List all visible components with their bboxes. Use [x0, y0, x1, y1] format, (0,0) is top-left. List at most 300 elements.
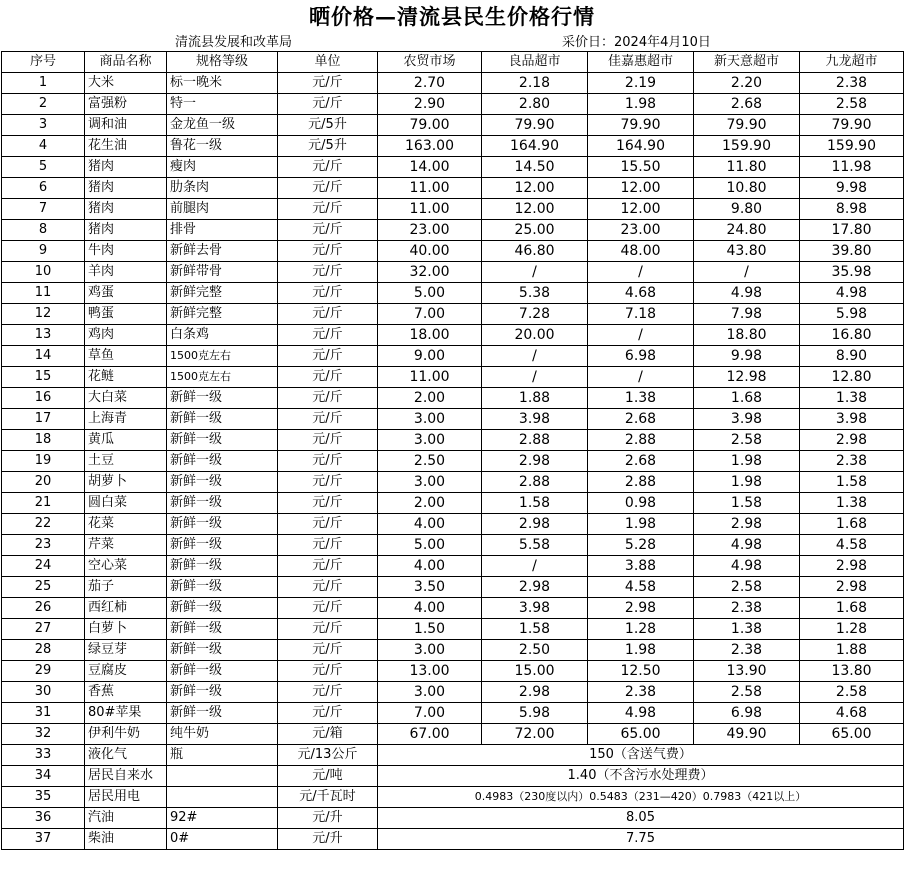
- price-cell: 3.00: [378, 430, 482, 451]
- organization: 清流县发展和改革局: [175, 35, 293, 50]
- price-cell: 2.38: [694, 598, 800, 619]
- price-merged-cell: 150（含送气费）: [378, 745, 904, 766]
- product-spec: 排骨: [167, 220, 278, 241]
- price-cell: 13.00: [378, 661, 482, 682]
- product-name: 鸡蛋: [85, 283, 167, 304]
- product-spec: [167, 787, 278, 808]
- price-cell: 2.58: [800, 94, 904, 115]
- product-spec: 新鲜一级: [167, 535, 278, 556]
- unit: 元/斤: [278, 388, 378, 409]
- table-row: [2, 703, 904, 724]
- price-cell: 12.98: [694, 367, 800, 388]
- unit: 元/斤: [278, 514, 378, 535]
- product-spec: 新鲜一级: [167, 514, 278, 535]
- unit: 元/斤: [278, 220, 378, 241]
- product-name: 花鲢: [85, 367, 167, 388]
- table-row: [2, 493, 904, 514]
- product-name: 花生油: [85, 136, 167, 157]
- price-cell: 72.00: [482, 724, 588, 745]
- price-cell: 15.00: [482, 661, 588, 682]
- row-number: 7: [2, 199, 85, 220]
- row-number: 35: [2, 787, 85, 808]
- row-number: 25: [2, 577, 85, 598]
- unit: 元/斤: [278, 367, 378, 388]
- price-cell: 1.68: [800, 598, 904, 619]
- product-name: 富强粉: [85, 94, 167, 115]
- price-cell: 1.38: [694, 619, 800, 640]
- price-cell: 1.58: [482, 493, 588, 514]
- price-cell: 1.38: [800, 493, 904, 514]
- product-name: 豆腐皮: [85, 661, 167, 682]
- product-spec: 1500克左右: [167, 367, 278, 388]
- unit: 元/斤: [278, 262, 378, 283]
- table-row: [2, 283, 904, 304]
- price-cell: 2.38: [588, 682, 694, 703]
- price-cell: 14.50: [482, 157, 588, 178]
- price-cell: 12.50: [588, 661, 694, 682]
- price-cell: 12.00: [588, 178, 694, 199]
- price-cell: 24.80: [694, 220, 800, 241]
- price-cell: 48.00: [588, 241, 694, 262]
- product-spec: 新鲜一级: [167, 577, 278, 598]
- product-name: 黄瓜: [85, 430, 167, 451]
- column-header: 规格等级: [167, 52, 278, 73]
- unit: 元/13公斤: [278, 745, 378, 766]
- price-cell: 2.98: [482, 451, 588, 472]
- unit: 元/5升: [278, 115, 378, 136]
- product-spec: 新鲜带骨: [167, 262, 278, 283]
- column-header: 九龙超市: [800, 52, 904, 73]
- price-cell: 1.38: [800, 388, 904, 409]
- price-cell: 3.00: [378, 682, 482, 703]
- price-cell: 1.58: [800, 472, 904, 493]
- price-cell: 12.00: [482, 178, 588, 199]
- price-cell: 2.98: [800, 430, 904, 451]
- row-number: 15: [2, 367, 85, 388]
- price-cell: 32.00: [378, 262, 482, 283]
- product-spec: 新鲜一级: [167, 451, 278, 472]
- row-number: 12: [2, 304, 85, 325]
- product-name: 鸭蛋: [85, 304, 167, 325]
- row-number: 6: [2, 178, 85, 199]
- price-cell: 4.98: [694, 283, 800, 304]
- price-cell: 3.00: [378, 640, 482, 661]
- row-number: 26: [2, 598, 85, 619]
- unit: 元/斤: [278, 451, 378, 472]
- unit: 元/箱: [278, 724, 378, 745]
- price-cell: /: [588, 262, 694, 283]
- price-cell: 3.98: [482, 598, 588, 619]
- price-cell: 164.90: [482, 136, 588, 157]
- price-cell: 1.58: [482, 619, 588, 640]
- product-spec: 新鲜一级: [167, 556, 278, 577]
- product-spec: 新鲜去骨: [167, 241, 278, 262]
- price-cell: 14.00: [378, 157, 482, 178]
- price-merged-cell: 7.75: [378, 829, 904, 850]
- price-cell: 4.68: [800, 703, 904, 724]
- product-name: 西红柿: [85, 598, 167, 619]
- price-cell: 10.80: [694, 178, 800, 199]
- price-cell: 18.00: [378, 325, 482, 346]
- price-cell: 2.50: [482, 640, 588, 661]
- table-row: [2, 577, 904, 598]
- price-cell: 25.00: [482, 220, 588, 241]
- table-row: [2, 325, 904, 346]
- product-spec: 新鲜完整: [167, 304, 278, 325]
- product-name: 居民自来水: [85, 766, 167, 787]
- price-cell: 11.98: [800, 157, 904, 178]
- price-cell: 4.98: [588, 703, 694, 724]
- row-number: 2: [2, 94, 85, 115]
- table-row: [2, 472, 904, 493]
- row-number: 14: [2, 346, 85, 367]
- product-name: 土豆: [85, 451, 167, 472]
- product-spec: 0#: [167, 829, 278, 850]
- row-number: 23: [2, 535, 85, 556]
- price-cell: /: [588, 367, 694, 388]
- table-header-row: [2, 52, 904, 73]
- table-row: [2, 661, 904, 682]
- unit: 元/斤: [278, 304, 378, 325]
- product-name: 大白菜: [85, 388, 167, 409]
- price-cell: 4.00: [378, 514, 482, 535]
- product-name: 圆白菜: [85, 493, 167, 514]
- product-spec: 纯牛奶: [167, 724, 278, 745]
- price-cell: 79.00: [378, 115, 482, 136]
- price-cell: 40.00: [378, 241, 482, 262]
- table-row: [2, 178, 904, 199]
- price-cell: 2.58: [800, 682, 904, 703]
- price-cell: 2.18: [482, 73, 588, 94]
- table-row: [2, 388, 904, 409]
- price-merged-cell: 8.05: [378, 808, 904, 829]
- product-name: 上海青: [85, 409, 167, 430]
- row-number: 30: [2, 682, 85, 703]
- price-cell: 3.00: [378, 472, 482, 493]
- price-cell: 3.88: [588, 556, 694, 577]
- price-cell: 1.98: [694, 472, 800, 493]
- product-name: 白萝卜: [85, 619, 167, 640]
- price-cell: 4.68: [588, 283, 694, 304]
- table-row: [2, 640, 904, 661]
- price-cell: 2.88: [588, 430, 694, 451]
- column-header: 佳嘉惠超市: [588, 52, 694, 73]
- table-row: [2, 115, 904, 136]
- product-name: 猪肉: [85, 220, 167, 241]
- price-cell: 6.98: [588, 346, 694, 367]
- price-cell: /: [588, 325, 694, 346]
- price-cell: 9.00: [378, 346, 482, 367]
- price-cell: 2.68: [588, 409, 694, 430]
- price-cell: 2.80: [482, 94, 588, 115]
- price-cell: /: [482, 367, 588, 388]
- price-cell: 2.00: [378, 493, 482, 514]
- table-row: [2, 136, 904, 157]
- product-name: 鸡肉: [85, 325, 167, 346]
- row-number: 29: [2, 661, 85, 682]
- row-number: 4: [2, 136, 85, 157]
- product-spec: 新鲜完整: [167, 283, 278, 304]
- unit: 元/斤: [278, 283, 378, 304]
- price-cell: 13.80: [800, 661, 904, 682]
- unit: 元/斤: [278, 157, 378, 178]
- price-cell: 2.98: [482, 577, 588, 598]
- row-number: 13: [2, 325, 85, 346]
- unit: 元/斤: [278, 661, 378, 682]
- row-number: 22: [2, 514, 85, 535]
- price-cell: 9.98: [800, 178, 904, 199]
- price-cell: 4.00: [378, 556, 482, 577]
- price-cell: 6.98: [694, 703, 800, 724]
- unit: 元/斤: [278, 346, 378, 367]
- row-number: 33: [2, 745, 85, 766]
- price-cell: 5.00: [378, 283, 482, 304]
- price-cell: 2.38: [694, 640, 800, 661]
- unit: 元/斤: [278, 556, 378, 577]
- product-spec: 肋条肉: [167, 178, 278, 199]
- column-header: 新天意超市: [694, 52, 800, 73]
- price-cell: 2.68: [588, 451, 694, 472]
- row-number: 32: [2, 724, 85, 745]
- table-row: [2, 682, 904, 703]
- product-name: 茄子: [85, 577, 167, 598]
- table-row: [2, 241, 904, 262]
- price-cell: 2.58: [694, 577, 800, 598]
- price-cell: 159.90: [800, 136, 904, 157]
- product-spec: 新鲜一级: [167, 388, 278, 409]
- survey-date: 采价日：2024年4月10日: [562, 35, 711, 50]
- price-cell: 20.00: [482, 325, 588, 346]
- product-spec: 新鲜一级: [167, 703, 278, 724]
- price-cell: 79.90: [588, 115, 694, 136]
- product-name: 绿豆芽: [85, 640, 167, 661]
- price-cell: 5.98: [800, 304, 904, 325]
- price-cell: 1.28: [800, 619, 904, 640]
- product-spec: 新鲜一级: [167, 430, 278, 451]
- unit: 元/斤: [278, 703, 378, 724]
- product-name: 羊肉: [85, 262, 167, 283]
- row-number: 19: [2, 451, 85, 472]
- table-row-merged: [2, 808, 904, 829]
- price-cell: 2.58: [694, 682, 800, 703]
- price-cell: 15.50: [588, 157, 694, 178]
- price-cell: 23.00: [588, 220, 694, 241]
- price-cell: 4.00: [378, 598, 482, 619]
- price-cell: 164.90: [588, 136, 694, 157]
- price-cell: 46.80: [482, 241, 588, 262]
- product-spec: 瓶: [167, 745, 278, 766]
- table-row: [2, 409, 904, 430]
- price-cell: 1.98: [588, 640, 694, 661]
- table-row: [2, 556, 904, 577]
- product-spec: 金龙鱼一级: [167, 115, 278, 136]
- table-row-merged: [2, 766, 904, 787]
- row-number: 21: [2, 493, 85, 514]
- price-cell: 35.98: [800, 262, 904, 283]
- table-row: [2, 304, 904, 325]
- price-cell: 1.88: [482, 388, 588, 409]
- product-spec: 新鲜一级: [167, 640, 278, 661]
- price-cell: /: [482, 346, 588, 367]
- price-cell: 9.98: [694, 346, 800, 367]
- price-cell: 2.88: [482, 472, 588, 493]
- price-cell: 2.88: [588, 472, 694, 493]
- product-name: 汽油: [85, 808, 167, 829]
- row-number: 5: [2, 157, 85, 178]
- row-number: 31: [2, 703, 85, 724]
- table-row: [2, 451, 904, 472]
- product-spec: 新鲜一级: [167, 472, 278, 493]
- price-cell: 1.88: [800, 640, 904, 661]
- price-cell: 2.98: [800, 577, 904, 598]
- product-name: 空心菜: [85, 556, 167, 577]
- price-cell: /: [482, 262, 588, 283]
- price-cell: 3.00: [378, 409, 482, 430]
- column-header: 单位: [278, 52, 378, 73]
- table-row-merged: [2, 787, 904, 808]
- row-number: 17: [2, 409, 85, 430]
- unit: 元/斤: [278, 472, 378, 493]
- unit: 元/斤: [278, 73, 378, 94]
- table-row: [2, 199, 904, 220]
- row-number: 28: [2, 640, 85, 661]
- product-spec: 新鲜一级: [167, 598, 278, 619]
- product-spec: 92#: [167, 808, 278, 829]
- price-cell: 3.98: [482, 409, 588, 430]
- table-row-merged: [2, 829, 904, 850]
- product-name: 柴油: [85, 829, 167, 850]
- table-row: [2, 724, 904, 745]
- price-cell: 2.98: [482, 514, 588, 535]
- product-spec: 新鲜一级: [167, 409, 278, 430]
- unit: 元/5升: [278, 136, 378, 157]
- product-name: 伊利牛奶: [85, 724, 167, 745]
- price-cell: 13.90: [694, 661, 800, 682]
- row-number: 37: [2, 829, 85, 850]
- unit: 元/斤: [278, 535, 378, 556]
- price-cell: 5.00: [378, 535, 482, 556]
- table-row: [2, 262, 904, 283]
- price-cell: 11.00: [378, 367, 482, 388]
- price-cell: 79.90: [800, 115, 904, 136]
- price-cell: 7.00: [378, 703, 482, 724]
- product-name: 居民用电: [85, 787, 167, 808]
- price-cell: 49.90: [694, 724, 800, 745]
- unit: 元/斤: [278, 409, 378, 430]
- price-cell: 7.98: [694, 304, 800, 325]
- price-cell: 2.98: [588, 598, 694, 619]
- product-spec: 1500克左右: [167, 346, 278, 367]
- price-cell: 2.90: [378, 94, 482, 115]
- product-name: 猪肉: [85, 178, 167, 199]
- price-cell: 65.00: [588, 724, 694, 745]
- price-cell: 7.18: [588, 304, 694, 325]
- row-number: 1: [2, 73, 85, 94]
- price-cell: 12.00: [588, 199, 694, 220]
- unit: 元/斤: [278, 640, 378, 661]
- price-cell: 2.38: [800, 451, 904, 472]
- unit: 元/斤: [278, 199, 378, 220]
- price-cell: 2.00: [378, 388, 482, 409]
- unit: 元/升: [278, 808, 378, 829]
- product-name: 80#苹果: [85, 703, 167, 724]
- price-cell: 7.00: [378, 304, 482, 325]
- price-cell: 163.00: [378, 136, 482, 157]
- price-cell: 2.98: [800, 556, 904, 577]
- product-name: 调和油: [85, 115, 167, 136]
- row-number: 11: [2, 283, 85, 304]
- price-merged-cell: 0.4983（230度以内）0.5483（231—420）0.7983（421以上）: [378, 787, 904, 808]
- price-cell: 5.28: [588, 535, 694, 556]
- unit: 元/斤: [278, 241, 378, 262]
- table-row: [2, 535, 904, 556]
- product-name: 液化气: [85, 745, 167, 766]
- product-name: 胡萝卜: [85, 472, 167, 493]
- row-number: 20: [2, 472, 85, 493]
- row-number: 27: [2, 619, 85, 640]
- row-number: 3: [2, 115, 85, 136]
- price-cell: 2.70: [378, 73, 482, 94]
- unit: 元/斤: [278, 577, 378, 598]
- row-number: 24: [2, 556, 85, 577]
- product-spec: [167, 766, 278, 787]
- product-spec: 前腿肉: [167, 199, 278, 220]
- table-row: [2, 514, 904, 535]
- table-row: [2, 367, 904, 388]
- price-cell: 3.98: [694, 409, 800, 430]
- price-cell: 4.98: [800, 283, 904, 304]
- product-name: 猪肉: [85, 157, 167, 178]
- product-spec: 新鲜一级: [167, 682, 278, 703]
- price-cell: 1.38: [588, 388, 694, 409]
- price-cell: 11.00: [378, 178, 482, 199]
- product-name: 草鱼: [85, 346, 167, 367]
- price-cell: 2.98: [694, 514, 800, 535]
- price-cell: 3.50: [378, 577, 482, 598]
- price-cell: 12.00: [482, 199, 588, 220]
- product-spec: 新鲜一级: [167, 661, 278, 682]
- price-cell: 4.58: [588, 577, 694, 598]
- price-cell: 16.80: [800, 325, 904, 346]
- product-name: 牛肉: [85, 241, 167, 262]
- unit: 元/斤: [278, 619, 378, 640]
- unit: 元/斤: [278, 430, 378, 451]
- price-cell: 0.98: [588, 493, 694, 514]
- price-cell: 1.98: [588, 94, 694, 115]
- price-cell: 1.68: [800, 514, 904, 535]
- price-cell: 1.68: [694, 388, 800, 409]
- price-cell: 5.58: [482, 535, 588, 556]
- price-cell: 4.58: [800, 535, 904, 556]
- product-name: 芹菜: [85, 535, 167, 556]
- page-title: 晒价格—清流县民生价格行情: [309, 4, 595, 29]
- subtitle-line: [0, 34, 904, 51]
- price-cell: 18.80: [694, 325, 800, 346]
- price-cell: 79.90: [694, 115, 800, 136]
- price-cell: 5.98: [482, 703, 588, 724]
- price-cell: 159.90: [694, 136, 800, 157]
- table-row: [2, 619, 904, 640]
- price-cell: 17.80: [800, 220, 904, 241]
- product-name: 大米: [85, 73, 167, 94]
- row-number: 34: [2, 766, 85, 787]
- price-cell: 12.80: [800, 367, 904, 388]
- row-number: 8: [2, 220, 85, 241]
- price-cell: 11.00: [378, 199, 482, 220]
- table-row: [2, 430, 904, 451]
- row-number: 9: [2, 241, 85, 262]
- price-cell: 7.28: [482, 304, 588, 325]
